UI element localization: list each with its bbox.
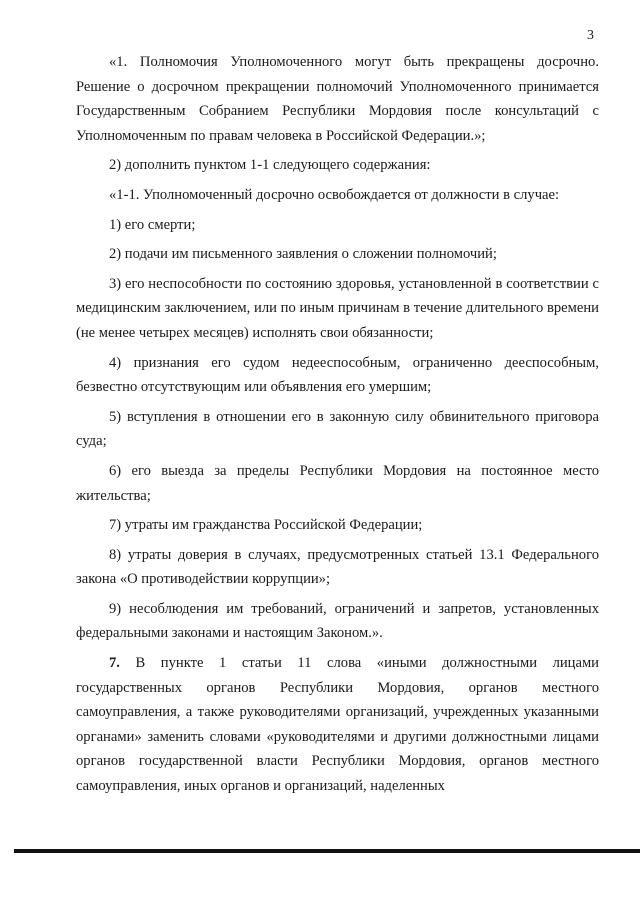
list-item-5: 5) вступления в отношении его в законную силу обвинительного приговора суда; <box>76 408 599 450</box>
document-body <box>76 50 599 804</box>
paragraph-item-7 <box>76 651 599 799</box>
item-7-text: В пункте 1 статьи 11 слова «иными должностными лицами государственных органов Республики Мордовия, органов местного самоуправления, а также руководителями организаций, учрежденных указанными органами» заменить словами «руководителями и другими должностными лицами органов государственной власти Республики Мордовия, органов местного самоуправления, иных органов и организаций, наделенных <box>76 655 599 795</box>
list-item-2: 2) подачи им письменного заявления о сложении полномочий; <box>109 246 497 263</box>
list-item-3: 3) его неспособности по состоянию здоровья, установленной в соответствии с медицинским заключением, или по иным причинам в течение длительного времени (не менее четырех месяцев) исполнять свои обязанности; <box>76 275 599 341</box>
list-item-1: 1) его смерти; <box>109 216 196 233</box>
paragraph-article-1: «1. Полномочия Уполномоченного могут быть прекращены досрочно. Решение о досрочном прекращении полномочий Уполномоченного принимается Государственным Собранием Республики Мордовия после консультаций с Уполномоченным по правам человека в Российской Федерации.»; <box>76 54 599 144</box>
list-item-7: 7) утраты им гражданства Российской Федерации; <box>109 517 423 534</box>
page-number: 3 <box>587 28 594 43</box>
item-7-number: 7. <box>109 655 120 672</box>
paragraph-clause-1-1: «1-1. Уполномоченный досрочно освобождается от должности в случае: <box>109 186 560 203</box>
list-item-9: 9) несоблюдения им требований, ограничений и запретов, установленных федеральными законами и настоящим Законом.». <box>76 600 599 642</box>
list-item-6: 6) его выезда за пределы Республики Мордовия на постоянное место жительства; <box>76 462 599 504</box>
list-item-4: 4) признания его судом недееспособным, ограниченно дееспособным, безвестно отсутствующим или объявления его умершим; <box>76 354 599 396</box>
list-item-8: 8) утраты доверия в случаях, предусмотренных статьей 13.1 Федерального закона «О противодействии коррупции»; <box>76 546 599 588</box>
page-bottom-rule <box>14 849 640 853</box>
paragraph-item-2: 2) дополнить пунктом 1-1 следующего содержания: <box>109 157 431 174</box>
